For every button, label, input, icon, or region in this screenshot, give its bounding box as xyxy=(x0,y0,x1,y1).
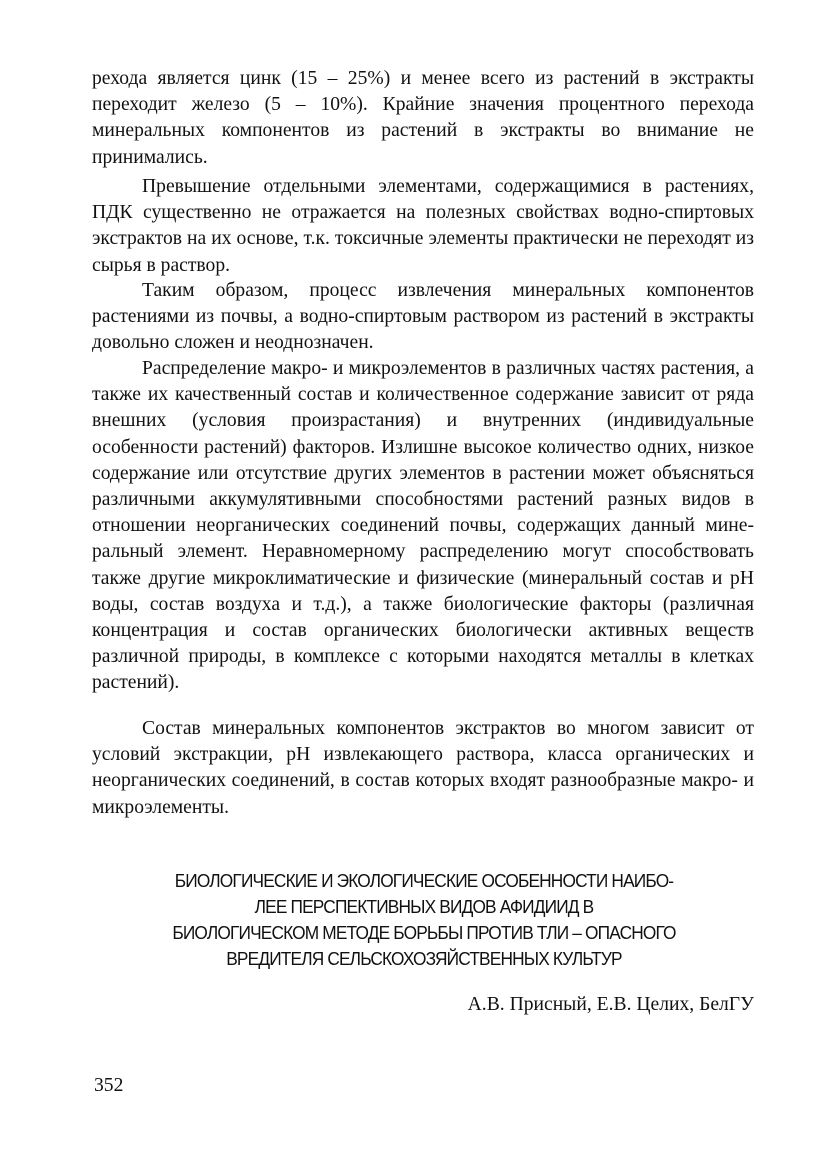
paragraph-text: Состав минеральных компонентов экстрактов во многом зависит от условий экстракции, рН извлекающего раствора, класса органических и неорганических соединений, в состав которых входят разнообразные макро- и микроэлементы. xyxy=(92,718,754,818)
section-title xyxy=(112,868,737,972)
body-paragraph-continued xyxy=(92,66,754,171)
body-paragraph xyxy=(92,174,754,279)
section-title-line: ЛЕЕ ПЕРСПЕКТИВНЫХ ВИДОВ АФИДИИД В xyxy=(254,896,594,917)
paragraph-text: Распределение макро- и микроэлементов в различных частях растения, а также их качественный состав и количественное содержание зависит от ряда внешних (условия произрастания) и внутренних (индивидуальные особенности растений) факторов. Излишне высокое количество одних, низкое содержание или отсутствие других элементов в растении может объясняться различными аккумулятивными способностями растений разных видов в отношении неорганических соединений почвы, содержащих данный минеральный элемент. Неравномерному распределению могут способствовать также другие микроклиматические и физические (минеральный состав и рН воды, состав воздуха и т.д.), а также биологические факторы (различная концентрация и состав органических биологически активных веществ различной природы, в комплексе с которыми находятся металлы в клетках растений). xyxy=(92,358,754,694)
paragraph-text: Превышение отдельными элементами, содержащимися в растениях, ПДК существенно не отражается на полезных свойствах водно-спиртовых экстрактов на их основе, т.к. токсичные элементы практически не переходят из сырья в раствор. xyxy=(92,176,754,276)
body-paragraph xyxy=(92,716,754,821)
section-title-line: БИОЛОГИЧЕСКОМ МЕТОДЕ БОРЬБЫ ПРОТИВ ТЛИ – ОПАСНОГО xyxy=(172,922,676,943)
authors-line: А.В. Присный, Е.В. Целих, БелГУ xyxy=(467,994,754,1015)
body-paragraph xyxy=(92,278,754,357)
paragraph-text: Таким образом, процесс извлечения минеральных компонентов растениями из почвы, а водно-спиртовым раствором из растений в экстракты довольно сложен и неоднозначен. xyxy=(92,280,754,354)
body-paragraph xyxy=(92,356,754,697)
section-title-line: БИОЛОГИЧЕСКИЕ И ЭКОЛОГИЧЕСКИЕ ОСОБЕННОСТИ НАИБО- xyxy=(174,870,674,891)
page-number: 352 xyxy=(94,1075,124,1096)
paragraph-text: рехода является цинк (15 – 25%) и менее всего из растений в экстракты переходит железо (5 – 10%). Крайние значения процентного перехода минеральных компонентов из растений в экстракты во внимание не принимались. xyxy=(92,68,754,168)
section-title-line: ВРЕДИТЕЛЯ СЕЛЬСКОХОЗЯЙСТВЕННЫХ КУЛЬТУР xyxy=(226,948,622,969)
